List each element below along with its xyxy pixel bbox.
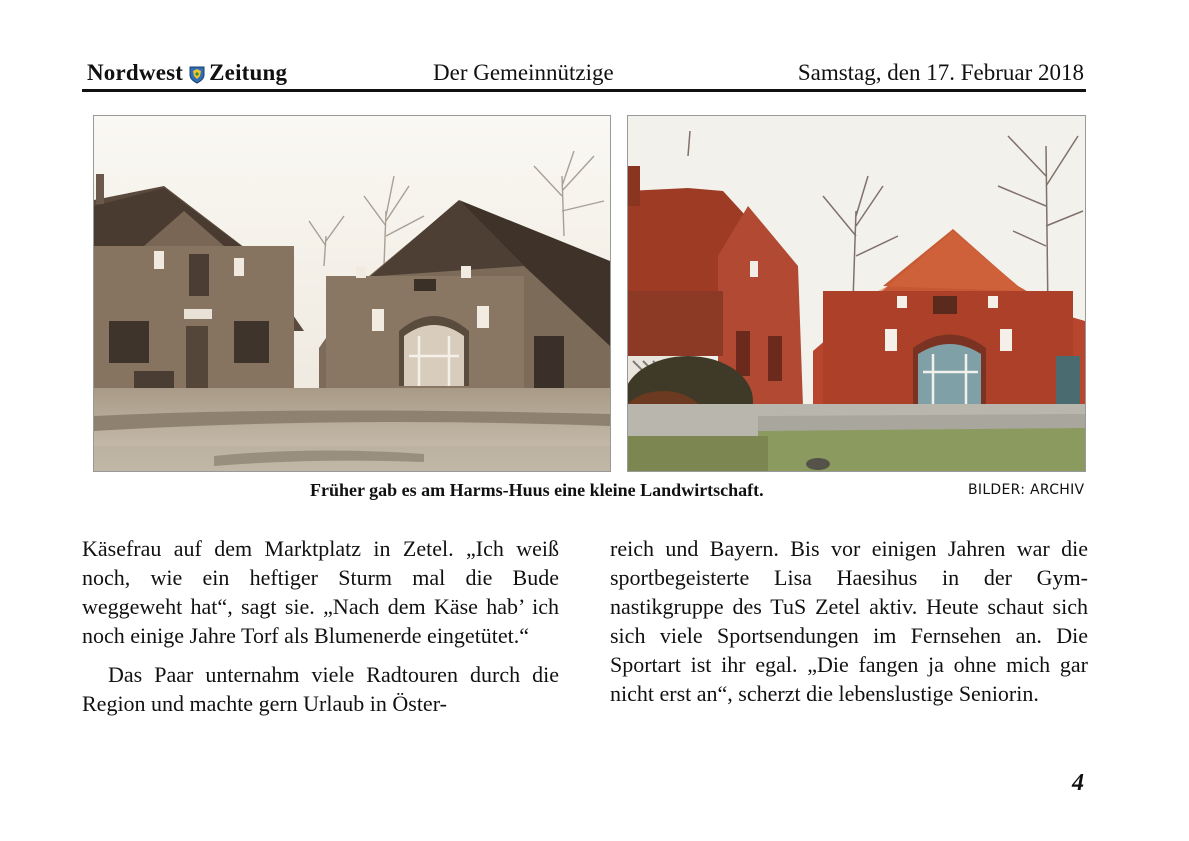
paragraph: reich und Bayern. Bis vor einigen Jahren war die sportbegeisterte Lisa Haesihus in der Gym-nastikgruppe des TuS Zetel aktiv. Heute schaut sich sich viele Sportsendungen im Fernsehen an. Die Sportart ist ihr egal. „Die fangen ja ohne mich gar nicht erst an“, scherzt die lebenslustige Seniorin. bbox=[610, 536, 1088, 706]
paragraph: Das Paar unternahm viele Radtouren durch die Region und machte gern Urlaub in Öster- bbox=[82, 662, 559, 716]
issue-date: Samstag, den 17. Februar 2018 bbox=[797, 60, 1084, 85]
brand-name-left: Nordwest bbox=[87, 60, 184, 85]
crest-icon bbox=[189, 64, 205, 82]
section-title: Der Gemeinnützige bbox=[433, 60, 614, 85]
article-column-right bbox=[610, 534, 1088, 708]
archive-photo-color bbox=[627, 115, 1086, 472]
photo-caption: Früher gab es am Harms-Huus eine kleine Landwirtschaft. bbox=[310, 480, 764, 500]
newspaper-brand bbox=[87, 60, 287, 86]
article-column-left bbox=[82, 534, 559, 718]
photo-credit: BILDER: ARCHIV bbox=[968, 482, 1085, 498]
archive-photo-sepia bbox=[93, 115, 611, 472]
masthead-rule bbox=[82, 89, 1086, 92]
brand-name-right: Zeitung bbox=[209, 60, 288, 85]
masthead bbox=[82, 56, 1086, 88]
page-number: 4 bbox=[1072, 770, 1084, 796]
paragraph: Käsefrau auf dem Marktplatz in Zetel. „Ich weiß noch, wie ein heftiger Sturm mal die Bude weggeweht hat“, sagt sie. „Nach dem Käse hab’ ich noch einige Jahre Torf als Blumenerde eingetütet.“ bbox=[82, 536, 559, 648]
